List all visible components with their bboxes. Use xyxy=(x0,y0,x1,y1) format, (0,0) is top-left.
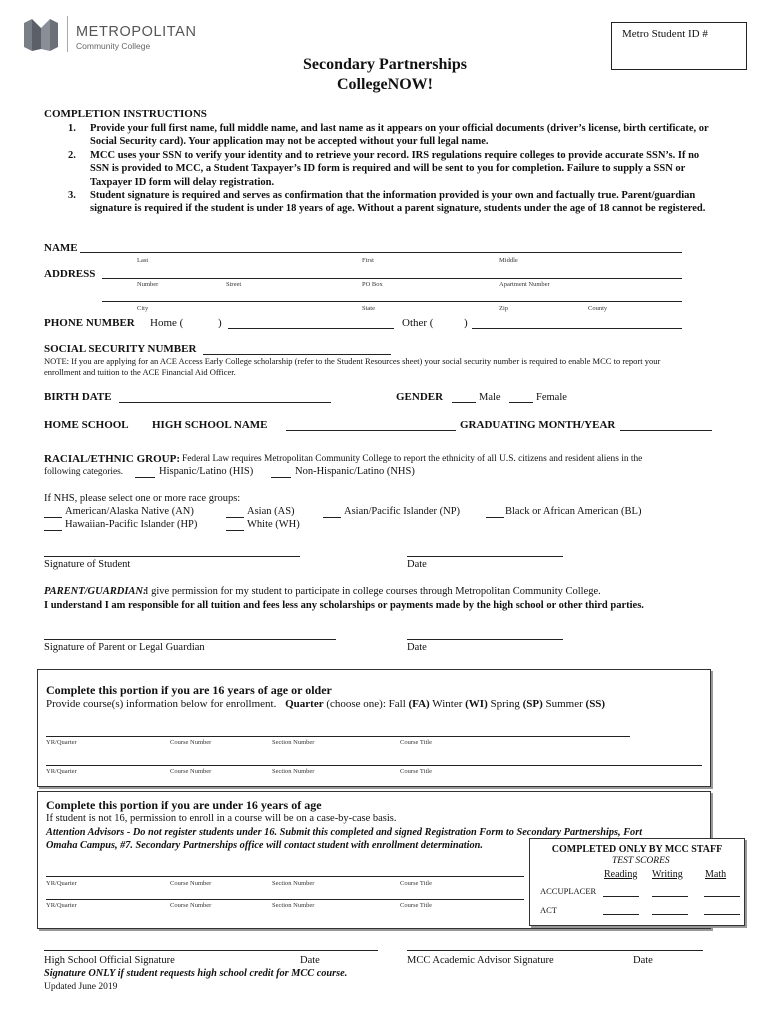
race-wh-label: White (WH) xyxy=(247,519,300,530)
address-sub-state: State xyxy=(362,305,375,312)
hs-official-signature-label: High School Official Signature xyxy=(44,955,175,966)
phone-label: PHONE NUMBER xyxy=(44,317,135,329)
phone-home-field[interactable] xyxy=(228,328,394,329)
student-signature-label: Signature of Student xyxy=(44,559,131,570)
instructions-list xyxy=(62,122,712,216)
race-an-blank[interactable] xyxy=(44,517,62,518)
section-under16-title: Complete this portion if you are under 16 years of age xyxy=(46,798,322,812)
home-school-label: HOME SCHOOL xyxy=(44,419,129,431)
col-section-number: Section Number xyxy=(272,768,315,775)
col-yr-quarter: YR/Quarter xyxy=(46,739,77,746)
gender-female-label: Female xyxy=(536,392,567,403)
col-section-number: Section Number xyxy=(272,739,315,746)
race-wh-blank[interactable] xyxy=(226,530,244,531)
col-course-number: Course Number xyxy=(170,880,212,887)
phone-other-paren: ) xyxy=(464,317,468,329)
course-row-2-field[interactable] xyxy=(46,765,702,766)
gender-female-blank[interactable] xyxy=(509,402,533,403)
phone-other-label: Other ( xyxy=(402,317,434,329)
advisor-signature-label: MCC Academic Advisor Signature xyxy=(407,955,554,966)
high-school-name-label: HIGH SCHOOL NAME xyxy=(152,419,268,431)
instruction-item: 3. Student signature is required and serves as confirmation that the information provided is your own and factually true. Parent/guardian signature is required if the student is under 18 years of age. Without a parent signature, students under the age of 18 cannot be registered. xyxy=(68,190,706,215)
section-under16-line1: If student is not 16, permission to enroll in a course will be on a case-by-case basis. xyxy=(46,813,397,824)
parent-signature-label: Signature of Parent or Legal Guardian xyxy=(44,642,205,653)
reading-header: Reading xyxy=(604,869,638,880)
hs-official-date-label: Date xyxy=(300,955,320,966)
page-title: Secondary Partnerships xyxy=(303,56,467,73)
address-line2-field[interactable] xyxy=(102,301,682,302)
birth-date-label: BIRTH DATE xyxy=(44,391,112,403)
metro-student-id-label: Metro Student ID # xyxy=(622,28,708,40)
guardian-responsibility: I understand I am responsible for all tuition and fees less any scholarships or payments made by the high school or other third parties. xyxy=(44,600,644,611)
test-scores-label: TEST SCORES xyxy=(612,856,670,866)
act-reading-field[interactable] xyxy=(603,914,639,915)
student-date-label: Date xyxy=(407,559,427,570)
advisor-signature-field[interactable] xyxy=(407,950,703,951)
phone-home-label: Home ( xyxy=(150,317,184,329)
student-signature-field[interactable] xyxy=(44,556,300,557)
parent-date-field[interactable] xyxy=(407,639,563,640)
race-as-label: Asian (AS) xyxy=(247,506,295,517)
race-an-label: American/Alaska Native (AN) xyxy=(65,506,194,517)
section-under16-attention-2: Omaha Campus, #7. Secondary Partnerships office will contact student with enrollment determination. xyxy=(46,840,483,851)
name-sub-middle: Middle xyxy=(499,257,518,264)
college-logo xyxy=(22,16,197,56)
act-math-field[interactable] xyxy=(704,914,740,915)
col-yr-quarter: YR/Quarter xyxy=(46,768,77,775)
page-subtitle: CollegeNOW! xyxy=(337,76,433,93)
nhs-blank[interactable] xyxy=(271,477,291,478)
instruction-item: 1. Provide your full first name, full middle name, and last name as it appears on your official documents (driver’s license, birth certificate, or Social Security card). Your application may not be accepted without your full legal name. xyxy=(68,123,709,148)
under16-course-row-1[interactable] xyxy=(46,876,524,877)
guardian-text: I give permission for my student to participate in college courses through Metropolitan Community College. xyxy=(145,586,601,597)
parent-date-label: Date xyxy=(407,642,427,653)
parent-signature-field[interactable] xyxy=(44,639,336,640)
race-hp-label: Hawaiian-Pacific Islander (HP) xyxy=(65,519,198,530)
col-course-number: Course Number xyxy=(170,739,212,746)
race-np-blank[interactable] xyxy=(323,517,341,518)
race-as-blank[interactable] xyxy=(226,517,244,518)
race-bl-blank[interactable] xyxy=(486,517,504,518)
gender-label: GENDER xyxy=(396,391,444,403)
name-sub-first: First xyxy=(362,257,374,264)
his-label: Hispanic/Latino (HIS) xyxy=(159,466,254,477)
col-course-number: Course Number xyxy=(170,902,212,909)
advisor-date-label: Date xyxy=(633,955,653,966)
address-line1-field[interactable] xyxy=(102,278,682,279)
col-course-number: Course Number xyxy=(170,768,212,775)
col-course-title: Course Title xyxy=(400,902,432,909)
instructions-heading: COMPLETION INSTRUCTIONS xyxy=(44,108,207,120)
col-yr-quarter: YR/Quarter xyxy=(46,902,77,909)
section-16-title: Complete this portion if you are 16 years of age or older xyxy=(46,683,332,697)
address-label: ADDRESS xyxy=(44,268,96,280)
phone-home-paren: ) xyxy=(218,317,222,329)
graduating-label: GRADUATING MONTH/YEAR xyxy=(460,419,616,431)
guardian-label: PARENT/GUARDIAN: xyxy=(44,586,147,597)
address-sub-zip: Zip xyxy=(499,305,509,312)
race-bl-label: Black or African American (BL) xyxy=(505,506,642,517)
accuplacer-label: ACCUPLACER xyxy=(540,886,597,896)
updated-date: Updated June 2019 xyxy=(44,982,118,992)
under16-course-row-2[interactable] xyxy=(46,899,524,900)
gender-male-blank[interactable] xyxy=(452,402,476,403)
name-sub-last: Last xyxy=(137,257,149,264)
course-row-1-field[interactable] xyxy=(46,736,630,737)
instruction-item: 2. MCC uses your SSN to verify your identity and to retrieve your record. IRS regulations require colleges to provide accurate SSN’s. If no SSN is provided to MCC, a Student Taxpayer’s ID form is required and will be sent to you for completion. Failure to supply a SSN or Taxpayer ID form will delay registration. xyxy=(68,149,700,188)
writing-header: Writing xyxy=(652,869,683,880)
race-hp-blank[interactable] xyxy=(44,530,62,531)
phone-other-field[interactable] xyxy=(472,328,682,329)
nhs-label: Non-Hispanic/Latino (NHS) xyxy=(295,466,415,477)
his-blank[interactable] xyxy=(135,477,155,478)
mcc-staff-box xyxy=(529,838,745,926)
section-16-plus xyxy=(37,669,711,787)
address-sub-pobox: PO Box xyxy=(362,281,383,288)
address-sub-number: Number xyxy=(137,281,159,288)
act-writing-field[interactable] xyxy=(652,914,688,915)
col-course-title: Course Title xyxy=(400,880,432,887)
gender-male-label: Male xyxy=(479,392,501,403)
ssn-note: NOTE: If you are applying for an ACE Access Early College scholarship (refer to the Student Resources sheet) your social security number is required to enable MCC to report your enrollment and tuition to the ACE Financial Aid Officer. xyxy=(44,356,661,377)
race-np-label: Asian/Pacific Islander (NP) xyxy=(344,506,461,517)
ssn-label: SOCIAL SECURITY NUMBER xyxy=(44,343,197,355)
address-sub-street: Street xyxy=(226,281,242,288)
logo-subtitle: Community College xyxy=(76,41,151,51)
col-section-number: Section Number xyxy=(272,880,315,887)
address-sub-city: City xyxy=(137,305,149,312)
graduating-field[interactable] xyxy=(620,430,712,431)
nhs-prompt: If NHS, please select one or more race groups: xyxy=(44,493,241,504)
act-label: ACT xyxy=(540,905,557,915)
birth-date-field[interactable] xyxy=(119,402,331,403)
mcc-logo-mark-icon xyxy=(24,19,58,51)
logo-title: METROPOLITAN xyxy=(76,24,197,40)
section-under16-attention: Attention Advisors - Do not register students under 16. Submit this completed and signed Registration Form to Secondary Partnerships, Fort xyxy=(46,827,643,838)
ethnic-text-2: following categories. xyxy=(44,467,124,477)
col-course-title: Course Title xyxy=(400,739,432,746)
col-section-number: Section Number xyxy=(272,902,315,909)
section-16-provide: Provide course(s) information below for enrollment. Quarter (choose one): Fall (FA) Winter (WI) Spring (SP) Summer (SS) xyxy=(46,698,606,710)
address-sub-county: County xyxy=(588,305,608,312)
high-school-name-field[interactable] xyxy=(286,430,456,431)
staff-box-title: COMPLETED ONLY BY MCC STAFF xyxy=(551,844,723,855)
ssn-field[interactable] xyxy=(203,354,391,355)
col-course-title: Course Title xyxy=(400,768,432,775)
name-label: NAME xyxy=(44,242,78,254)
math-header: Math xyxy=(705,869,727,880)
accuplacer-writing-field[interactable] xyxy=(652,896,688,897)
accuplacer-reading-field[interactable] xyxy=(603,896,639,897)
accuplacer-math-field[interactable] xyxy=(704,896,740,897)
ethnic-text: Federal Law requires Metropolitan Community College to report the ethnicity of all U.S. citizens and resident aliens in the xyxy=(182,454,643,464)
ethnic-label: RACIAL/ETHNIC GROUP: xyxy=(44,453,180,465)
address-sub-apartment: Apartment Number xyxy=(499,281,550,288)
student-date-field[interactable] xyxy=(407,556,563,557)
name-field[interactable] xyxy=(80,252,682,253)
hs-credit-note: Signature ONLY if student requests high school credit for MCC course. xyxy=(44,968,348,979)
col-yr-quarter: YR/Quarter xyxy=(46,880,77,887)
hs-official-signature-field[interactable] xyxy=(44,950,378,951)
